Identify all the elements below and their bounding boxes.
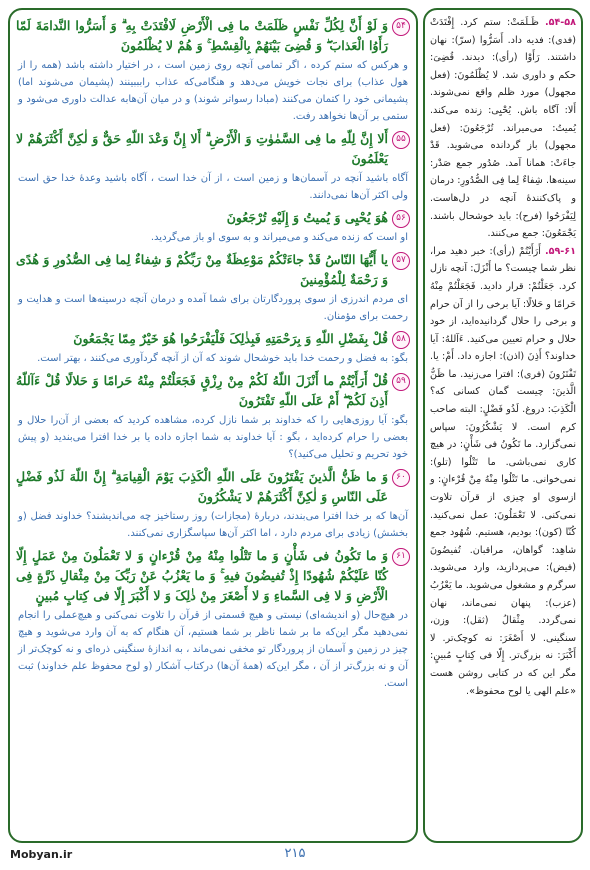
verse-number-badge: ۵۹ bbox=[392, 373, 410, 391]
verse-line bbox=[16, 329, 410, 349]
vocabulary-sidebar bbox=[423, 8, 583, 843]
verse-block bbox=[16, 329, 410, 367]
verse-number-badge: ۵۵ bbox=[392, 131, 410, 149]
verse-arabic-text: وَ ما ظَنُّ الَّذینَ یَفْتَرُونَ عَلَی اللّهِ الْکَذِبَ یَوْمَ الْقِیامَةِ ۗ إِنَّ اللّهَ لَذُو فَضْلٍ عَلَی النّاسِ وَ لٰکِنَّ أَکْثَرَهُمْ لا یَشْکُرُونَ bbox=[16, 469, 388, 504]
verse-block bbox=[16, 467, 410, 542]
verse-block bbox=[16, 546, 410, 692]
verse-arabic-text: هُوَ یُحْیِی وَ یُمیتُ وَ إِلَیْهِ تُرْجَعُونَ bbox=[226, 210, 388, 225]
verse-translation: بگو: به فضل و رحمت خدا باید خوشحال شوند که آن از آنچه گردآوری می‌کنند ، بهتر است. bbox=[37, 353, 408, 364]
vocab-section-1-header: ۵۴-۵۸. bbox=[544, 17, 576, 28]
verse-line bbox=[16, 129, 410, 169]
verse-translation: و هرکس که ستم کرده ، اگر تمامی آنچه روی زمین است ، در اختیار داشته باشد (همه را از هول عذاب) برای نجات خویش می‌دهد و هنگامی‌که عذاب رابببینند (پشیمان می‌شوند اما) پشیمانی خود را کتمان می‌کنند (مبادا رسواتر شوند) و در میان آن‌هابه عدالت داوری می‌شود و ستمی بر آن‌ها نخواهد رفت. bbox=[18, 60, 408, 122]
verse-arabic-text: یا أَیُّهَا النّاسُ قَدْ جاءَتْکُمْ مَوْعِظَةٌ مِنْ رَبِّکُمْ وَ شِفاءٌ لِما فِی الصُّدُورِ وَ هُدًی وَ رَحْمَةٌ لِلْمُؤْمِنینَ bbox=[16, 252, 388, 287]
verse-block bbox=[16, 208, 410, 246]
verse-line bbox=[16, 250, 410, 290]
vocab-section-2-text: أَرَأَیْتُمْ (رأی): خبر دهید مرا، نظر شما چیست؟ ما أَنْزَلَ: آنچه نازل کرد. جَعَلْتُمْ: قرار دادید. فَجَعَلْتُمْ مِنْهُ حَرامًا و حَلالًا: آیا برخی را از آن حرام و برخی را حلال گردانیده‌اید، از خود حلال و حرام تعیین می‌کنید. ءَآللهُ: آیا خداوند؟ أَذِنَ (اذن): اجازه داد. أَمْ: یا. تَفْتَرُونَ (فری): افترا می‌زنید. ما ظَنُّ الَّذینَ: چیست گمان کسانی که؟ الْکَذِبَ: دروغ. لَذُو فَضْلٍ: البته صاحب کرم است. لا یَشْکُرُونَ: سپاس نمی‌گزارد. ما تَکُونُ فی شَأْنٍ: در هیچ کاری نمی‌باشی. ما تَتْلُوا (تلو): نمی‌خوانی. ما تَتْلُوا مِنْهُ مِنْ قُرْءانٍ: و ازسوی او چیزی از قرآن تلاوت نمی‌کنی. لا تَعْمَلُونَ: عمل نمی‌کنید. کُنّا (کون): بودیم، هستیم. شُهُود جمع شاهِد: گواهان، مراقبان. تُفیضُونَ (فیض): می‌پردازید، وارد می‌شوید. سرگرم و مشغول می‌شوید. ما یَعْزُبُ (عزب): پنهان نمی‌ماند، نهان نمی‌گردد. مِثْقالُ (ثقل): وزن، سنگینی. لا أَصْغَرَ: نه کوچک‌تر. لا أَکْبَرَ: نه بزرگ‌تر. إِلّا فی کِتابٍ مُبینٍ: مگر این که در کتابی روشن هست «علم الهی یا لوح محفوظ». bbox=[430, 245, 576, 697]
verse-translation: ای مردم اندرزی از سوی پروردگارتان برای شما آمده و درمان آنچه درسینه‌ها است و هدایت و رحمت برای مؤمنان. bbox=[18, 294, 408, 322]
site-watermark[interactable]: Mobyan.ir bbox=[10, 848, 73, 861]
verse-number-badge: ۵۶ bbox=[392, 210, 410, 228]
verse-arabic-text: قُلْ بِفَضْلِ اللّهِ وَ بِرَحْمَتِهِ فَبِذٰلِکَ فَلْیَفْرَحُوا هُوَ خَیْرٌ مِمّا یَجْمَعُونَ bbox=[73, 331, 388, 346]
vocab-section-1-text: ظَـلَمَتْ: ستم کرد. إِفْتَدَتْ (فدی): فدیه داد. أَسَرُّوا (سرّ): نهان داشتند. رَأَوْا (رأی): دیدند. قُضِیَ: حکم و داوری شد. لا یُظْلَمُونَ: (فعل مجهول) مورد ظلم واقع نمی‌شوند. أَلا: آگاه باش. یُحْیِی: زنده می‌کند. یُمیتُ: می‌میراند. تُرْجَعُونَ: (فعل مجهول) باز گردانده می‌شوید. قَدْ جاءَتْ: همانا آمد. صُدُور جمع صَدْر: سینه‌ها. شِفاءٌ لِما فِی الصُّدُورِ: درمان و پاک‌کنندۀ آنچه در دل‌هاست. لِیَفْرَحُوا (فرح): باید خوشحال باشند. یَجْمَعُونَ: جمع می‌کنند. bbox=[430, 17, 576, 240]
verse-block bbox=[16, 16, 410, 125]
verse-line bbox=[16, 16, 410, 56]
verse-block bbox=[16, 371, 410, 463]
verse-block bbox=[16, 129, 410, 204]
verse-translation: آن‌ها که بر خدا افترا می‌بندند، دربارۀ (مجازات) روز رستاخیز چه می‌اندیشند؟ خداوند فضل (و بخشش) زیادی برای مردم دارد ، اما اکثر آن‌ها سپاسگزاری نمی‌کنند. bbox=[18, 511, 408, 539]
verse-number-badge: ۶۱ bbox=[392, 548, 410, 566]
verse-number-badge: ۵۸ bbox=[392, 331, 410, 349]
verse-translation: بگو: آیا روزی‌هایی را که خداوند بر شما نازل کرده، مشاهده کردید که بعضی از آن‌را حلال و بعضی را حرام کرده‌اید ، بگو : آیا خداوند به شما اجازه داده یا بر خدا افترا می‌بندید (و پیش خود تحریم و تحلیل می‌کنید)؟ bbox=[18, 415, 408, 460]
verse-translation: آگاه باشید آنچه در آسمان‌ها و زمین است ، از آن خدا است ، آگاه باشید وعدۀ خدا حق است ولی اکثر آن‌ها نمی‌دانند. bbox=[18, 173, 408, 201]
vocab-section-2 bbox=[430, 243, 576, 700]
vocab-section-2-header: ۵۹-۶۱. bbox=[544, 245, 576, 257]
verse-arabic-text: أَلا إِنَّ لِلّهِ ما فِی السَّمٰوٰتِ وَ الْأَرْضِ ۗ أَلا إِنَّ وَعْدَ اللّهِ حَقٌّ وَ لٰکِنَّ أَکْثَرَهُمْ لا یَعْلَمُونَ bbox=[16, 131, 388, 166]
verse-line bbox=[16, 371, 410, 411]
verse-translation: در هیچ‌حال (و اندیشه‌ای) نیستی و هیچ قسمتی از قرآن را تلاوت نمی‌کنی و هیچ‌عملی را انجام نمی‌دهید مگر این‌که ما بر شما ناظر بر شما هستیم، آن هنگام که به آن وارد می‌شوید و هیچ چیز در زمین و آسمان از پروردگار تو مخفی نمی‌ماند ، به اندازۀ سنگینی ذره‌ای و نه کوچک‌تر از آن و نه بزرگ‌تر از آن ، مگر این‌که (همۀ آن‌ها) درکتاب آشکار (و لوح محفوظ علم خداوند) ثبت است. bbox=[18, 610, 408, 689]
verse-number-badge: ۶۰ bbox=[392, 469, 410, 487]
verse-number-badge: ۵۴ bbox=[392, 18, 410, 36]
verse-line bbox=[16, 208, 410, 228]
verses-column bbox=[8, 8, 418, 843]
verse-translation: او است که زنده می‌کند و می‌میراند و به سوی او باز می‌گردید. bbox=[150, 232, 408, 243]
verse-arabic-text: وَ ما تَکُونُ فی شَأْنٍ وَ ما تَتْلُوا مِنْهُ مِنْ قُرْءانٍ وَ لا تَعْمَلُونَ مِنْ عَمَلٍ إِلّا کُنّا عَلَیْکُمْ شُهُودًا إِذْ تُفیضُونَ فیهِ ۚ وَ ما یَعْزُبُ عَنْ رَبِّکَ مِنْ مِثْقالِ ذَرَّةٍ فِی الْأَرْضِ وَ لا فِی السَّماءِ وَ لا أَصْغَرَ مِنْ ذٰلِکَ وَ لا أَکْبَرَ إِلّا فی کِتابٍ مُبینٍ bbox=[16, 548, 388, 603]
verse-line bbox=[16, 546, 410, 606]
vocab-section-1 bbox=[430, 14, 576, 243]
verse-block bbox=[16, 250, 410, 325]
verse-number-badge: ۵۷ bbox=[392, 252, 410, 270]
verse-arabic-text: وَ لَوْ أَنَّ لِکُلِّ نَفْسٍ ظَلَمَتْ ما فِی الْأَرْضِ لَافْتَدَتْ بِهِ ۗ وَ أَسَرُّوا النَّدامَةَ لَمّا رَأَوُا الْعَذابَ ۖ وَ قُضِیَ بَیْنَهُمْ بِالْقِسْطِ ۚ وَ هُمْ لا یُظْلَمُونَ bbox=[16, 18, 388, 53]
verse-arabic-text: قُلْ أَرَأَیْتُمْ ما أَنْزَلَ اللّهُ لَکُمْ مِنْ رِزْقٍ فَجَعَلْتُمْ مِنْهُ حَرامًا وَ حَلالًا قُلْ ءَآللّهُ أَذِنَ لَکُمْ ۖ أَمْ عَلَی اللّهِ تَفْتَرُونَ bbox=[16, 373, 388, 408]
verse-line bbox=[16, 467, 410, 507]
page-number: ۲۱۵ bbox=[284, 846, 306, 861]
